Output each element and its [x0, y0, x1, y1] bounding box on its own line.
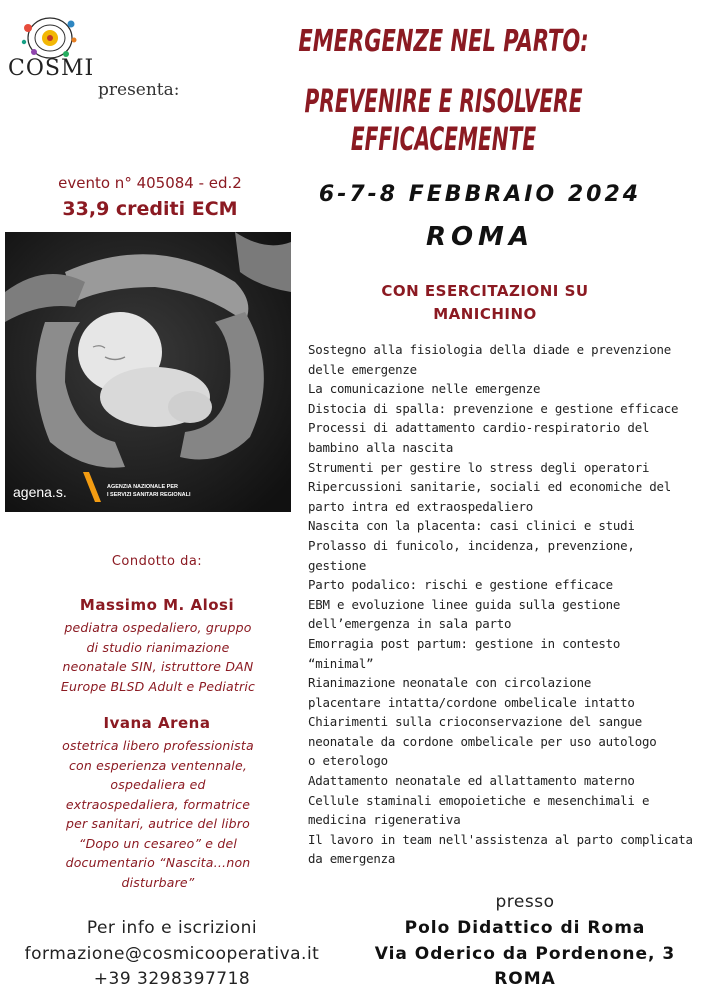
speaker-name: Massimo M. Alosi — [79, 596, 235, 614]
speaker-bio — [40, 736, 276, 892]
bio-line: pediatra ospedaliero, gruppo — [64, 620, 252, 635]
bio-line: “Dopo un cesareo” e del — [78, 835, 238, 851]
topic-line: Emorragia post partum: gestione in contesto — [308, 635, 621, 651]
subtitle-line-2: MANICHINO — [433, 305, 537, 323]
speaker-name: Ivana Arena — [103, 714, 211, 732]
bio-line: per sanitari, autrice del libro — [66, 816, 250, 831]
topic-line: gestione — [308, 557, 367, 573]
topic-line: bambino alla nascita — [308, 439, 454, 455]
speaker-bio — [40, 618, 276, 696]
venue-name: Polo Didattico di Roma — [404, 918, 646, 938]
topic-line: Parto podalico: rischi e gestione efficace — [308, 577, 613, 593]
info-phone[interactable]: +39 3298397718 — [93, 969, 251, 989]
topic-line: Rianimazione neonatale con circolazione — [308, 675, 592, 691]
topic-line: dell’emergenza in sala parto — [308, 616, 512, 632]
bio-line: disturbare” — [121, 874, 195, 890]
topic-line: delle emergenze — [308, 361, 417, 377]
topic-line: Il lavoro in team nell'assistenza al parto complicata — [308, 831, 693, 847]
bio-line: documentario “Nascita…non — [65, 855, 251, 870]
topics-list — [308, 340, 707, 869]
bio-line: extraospedaliera, formatrice — [65, 796, 251, 812]
topic-line: o eterologo — [308, 753, 388, 769]
topic-line: Distocia di spalla: prevenzione e gestione efficace — [308, 400, 679, 416]
info-email[interactable]: formazione@cosmicooperativa.it — [24, 944, 320, 964]
agency-line-2: I SERVIZI SANITARI REGIONALI — [107, 492, 191, 498]
event-number: evento n° 405084 - ed.2 — [58, 174, 242, 192]
bio-line: con esperienza ventennale, — [68, 757, 248, 773]
topic-line: neonatale da cordone ombelicale per uso autologo — [308, 733, 657, 749]
topic-line: La comunicazione nelle emergenze — [308, 381, 541, 397]
topic-line: “minimal” — [308, 655, 374, 671]
cosmi-logo — [8, 6, 98, 94]
topic-line: Nascita con la placenta: casi clinici e studi — [308, 518, 635, 534]
topic-line: Chiarimenti sulla crioconservazione del sangue — [308, 714, 642, 730]
venue-presso: presso — [495, 892, 555, 912]
topic-line: Strumenti per gestire lo stress degli operatori — [308, 459, 650, 475]
title-line-2: PREVENIRE E RISOLVERE EFFICACEMENTE — [304, 82, 583, 158]
topic-line: da emergenza — [308, 851, 396, 867]
topic-line: medicina rigenerativa — [308, 812, 461, 828]
bio-line: Europe BLSD Adult e Pediatric — [60, 678, 256, 694]
topic-line: Processi di adattamento cardio-respiratorio del — [308, 420, 650, 436]
topic-line: placentare intatta/cordone ombelicale intatto — [308, 694, 635, 710]
bio-line: neonatale SIN, istruttore DAN — [62, 659, 254, 674]
event-city: ROMA — [425, 222, 535, 252]
topic-line: Adattamento neonatale ed allattamento materno — [308, 773, 635, 789]
photo-illustration — [5, 232, 291, 512]
topic-line: Prolasso di funicolo, incidenza, prevenzione, — [308, 537, 635, 553]
topic-line: EBM e evoluzione linee guida sulla gestione — [308, 596, 621, 612]
conducted-by-label: Condotto da: — [111, 554, 203, 569]
subtitle — [340, 280, 630, 326]
info-label: Per info e iscrizioni — [86, 918, 258, 938]
bio-line: ospedaliera ed — [110, 777, 206, 792]
subtitle-line-1: CON ESERCITAZIONI SU — [381, 282, 589, 300]
venue-address: Via Oderico da Pordenone, 3 — [374, 944, 676, 964]
agency-line-1: AGENZIA NAZIONALE PER — [107, 484, 178, 490]
topic-line: Cellule staminali emopoietiche e mesenchimali e — [308, 792, 650, 808]
agency-logo-text: agena.s. — [13, 484, 67, 500]
bio-line: ostetrica libero professionista — [62, 738, 254, 753]
bio-line: di studio rianimazione — [86, 639, 230, 655]
venue-city: ROMA — [494, 969, 556, 989]
ecm-credits: 33,9 crediti ECM — [62, 198, 238, 220]
presenta-label: presenta: — [98, 80, 180, 100]
event-dates: 6-7-8 FEBBRAIO 2024 — [318, 182, 642, 207]
topic-line: parto intra ed extraospedaliero — [308, 498, 534, 514]
newborn-hands-photo — [5, 232, 291, 512]
title-line-1: EMERGENZE NEL PARTO: — [298, 24, 589, 59]
topic-line: Ripercussioni sanitarie, sociali ed economiche del — [308, 479, 671, 495]
topic-line: Sostegno alla fisiologia della diade e prevenzione — [308, 342, 671, 357]
logo-text: COSMI — [8, 56, 95, 81]
